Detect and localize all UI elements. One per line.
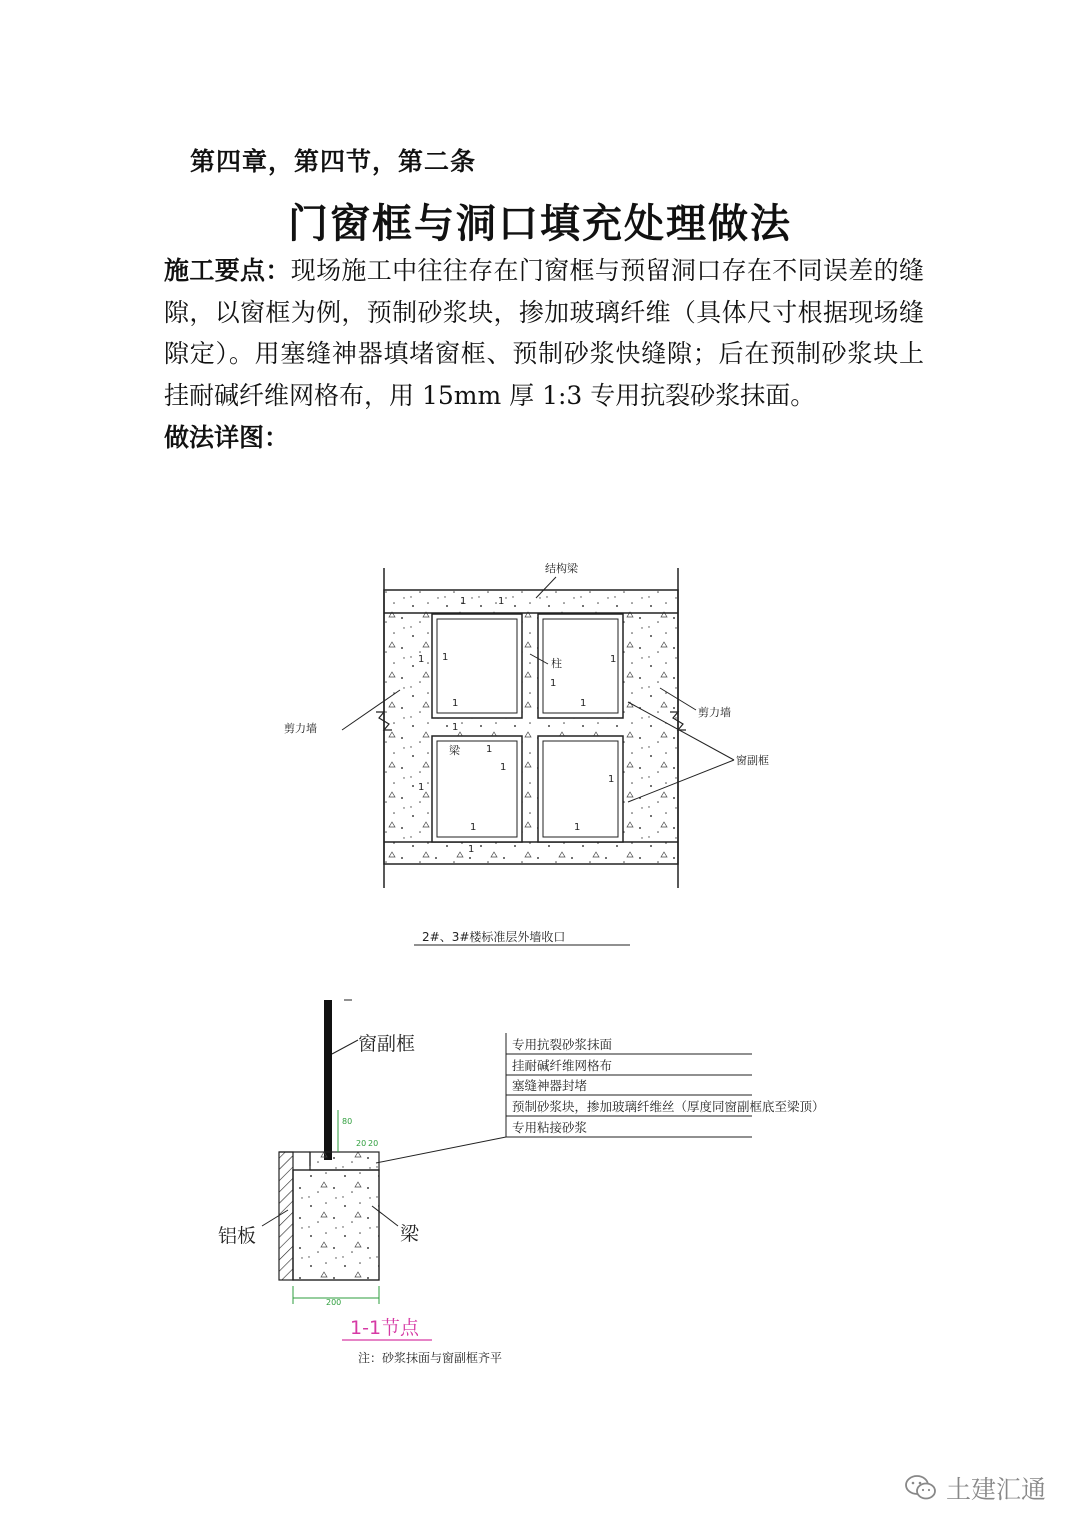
label-window-sub-frame: 窗副框 <box>736 754 769 767</box>
dim-vertical-3: 20 <box>368 1139 379 1148</box>
section-mark: 1 <box>500 762 507 773</box>
detail-heading: 做法详图： <box>164 423 290 452</box>
section-mark: 1 <box>574 822 581 833</box>
layer-item: 预制砂浆块，掺加玻璃纤维丝（厚度同窗副框底至梁顶） <box>512 1099 825 1114</box>
section-mark: 1 <box>452 698 459 709</box>
section-mark: 1 <box>418 782 425 793</box>
watermark <box>904 1470 1046 1506</box>
label-aluminum-plate: 铝板 <box>218 1225 257 1247</box>
dim-width: 200 <box>326 1298 342 1307</box>
section-mark: 1 <box>442 652 449 663</box>
wechat-icon <box>904 1474 938 1502</box>
section-mark: 1 <box>608 774 615 785</box>
layer-item: 挂耐碱纤维网格布 <box>512 1058 613 1073</box>
figure1-caption: 2#、3#楼标准层外墙收口 <box>422 930 566 944</box>
beam-block <box>293 1170 379 1280</box>
watermark-text: 土建汇通 <box>945 1475 1046 1504</box>
window-sub-frame-post <box>324 1000 332 1160</box>
label-beam: 梁 <box>400 1223 420 1245</box>
section-mark: 1 <box>610 654 617 665</box>
layer-item: 专用抗裂砂浆抹面 <box>512 1037 613 1052</box>
layer-item: 专用粘接砂浆 <box>512 1120 588 1135</box>
page-title: 门窗框与洞口填充处理做法 <box>288 201 792 247</box>
dim-vertical-1: 80 <box>342 1117 353 1126</box>
section-mark: 1 <box>486 744 493 755</box>
section-detail <box>218 1000 825 1365</box>
chapter-heading: 第四章，第四节，第二条 <box>190 147 477 176</box>
label-shear-wall-left: 剪力墙 <box>284 722 317 735</box>
section-mark: 1 <box>468 844 475 855</box>
section-mark: 1 <box>418 654 425 665</box>
section-mark: 1 <box>470 822 477 833</box>
construction-points-text: 现场施工中往往存在门窗框与预留洞口存在不同误差的缝隙，以窗框为例，预制砂浆块，掺加玻璃纤维（具体尺寸根据现场缝隙定）。用塞缝神器填堵窗框、预制砂浆快缝隙；后在预制砂浆块上挂耐碱纤维网格布，用 15mm 厚 1:3 专用抗裂砂浆抹面。 <box>164 256 924 410</box>
aluminum-plate <box>279 1152 293 1280</box>
label-column: 柱 <box>551 657 562 670</box>
section-mark: 1 <box>460 596 467 607</box>
label-beam: 梁 <box>449 744 460 757</box>
node-title: 1-1节点 <box>350 1317 420 1339</box>
section-mark: 1 <box>550 678 557 689</box>
window-frame-bottom-right <box>538 736 623 842</box>
node-note: 注：砂浆抹面与窗副框齐平 <box>358 1351 503 1365</box>
section-mark: 1 <box>498 596 505 607</box>
section-mark: 1 <box>580 698 587 709</box>
dim-vertical-2: 20 <box>356 1139 367 1148</box>
mortar-layer <box>310 1152 379 1170</box>
label-sub-frame: 窗副框 <box>358 1033 416 1055</box>
window-frame-top-left <box>432 614 522 718</box>
construction-points-label: 施工要点： <box>164 256 291 285</box>
label-shear-wall-right: 剪力墙 <box>698 706 731 719</box>
layer-item: 塞缝神器封堵 <box>512 1078 588 1093</box>
window-frame-bottom-left <box>432 736 522 842</box>
section-mark: 1 <box>452 722 459 733</box>
label-structural-beam: 结构梁 <box>545 562 578 575</box>
